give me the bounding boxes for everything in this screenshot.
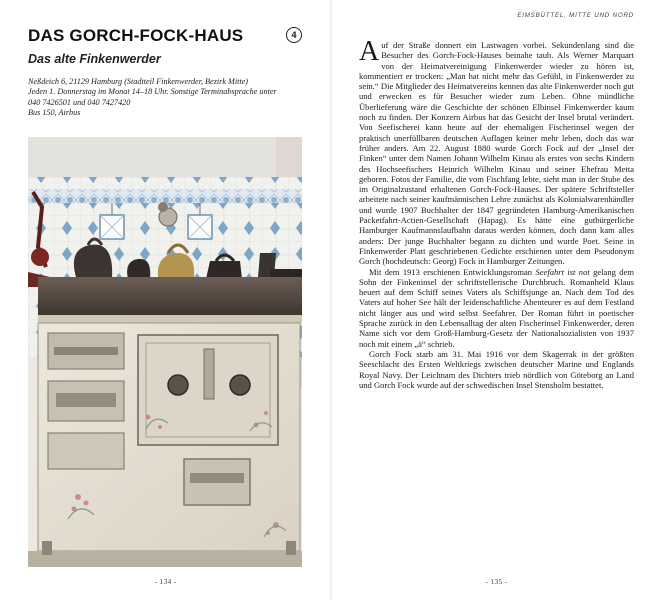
opening-hours-line: Jeden 1. Donnerstag im Monat 14–18 Uhr. Sonstige Terminabsprache unter (28, 87, 277, 97)
paragraph-1-text: uf der Straße donnert ein Lastwagen vorbei. Sekundenlang sind die Besucher des Gorch-Fock-Hauses beinahe taub. Als Werner Marquart von der Heimatvereinigung Finkenwerder wieder zu hören ist, kommentiert er trocken: „Man hat nicht mehr das Gefühl, in Finkenwerder zu sein.“ Die Mitglieder des Heimatvereins kennen das alte Finkenwerder noch gut und erwecken es für Besucher wieder zum Leben. Ohne mündliche Überlieferung wäre die Geschichte der schönen Elbinsel Finkenwerder kaum noch zu finden. Der Konzern Airbus hat das Gesicht der Insel brutal verändert. Von Seefischerei kann heute auf der ehemaligen Fischerinsel wegen der praktisch unerfüllbaren deutschen Auflagen keiner mehr leben, doch das war früher anders. Am 22. August 1880 wurde Gorch Fock auf der „Insel der Finken“ unter dem Namen Johann Wilhelm Kinau als erstes von sechs Kindern des Hochseefischers Heinrich Wilhelm Kinau und seiner Ehefrau Metta geboren. Fotos der Familie, die vom Fischfang lebte, sieht man in der Stube des im Originalzustand erhaltenen Gorch-Fock-Hauses. Der spätere Schriftsteller arbeitete nach seiner kaufmännischen Lehre zunächst als Kolonialwarenhändler und wurde 1907 Buchhalter der 1847 gegründeten Hamburg-Amerikanischen Packetfahrt-Actien-Gesellschaft (Hapag). Es hätte eine gutbürgerliche Hamburger Kaufmannslaufbahn daraus werden können, doch dann kam alles anders: Der junge Buchhalter begann zu dichten und wurde Poet. Seine in Finkenwerder Platt geschriebenen Gedichte erschienen unter dem Pseudonym Gorch (hochdeutsch: Georg) Fock in Hamburger Zeitungen. (359, 40, 634, 267)
paragraph-2 (359, 267, 634, 349)
location-number-badge: 4 (286, 27, 302, 43)
book-title-emphasis: Seefahrt ist not (535, 266, 590, 277)
paragraph-1 (359, 36, 634, 267)
phone-line: 040 7426501 und 040 7427420 (28, 97, 131, 107)
body-text (359, 36, 634, 390)
address-line: Neßdeich 6, 21129 Hamburg (Stadtteil Finkenwerder, Bezirk Mitte) (28, 77, 249, 86)
page-number-left: - 134 - (154, 577, 177, 586)
visitor-info (28, 77, 318, 119)
running-header: EIMSBÜTTEL, MITTE UND NORD (517, 12, 634, 19)
paragraph-2-start: Mit dem 1913 erschienen Entwicklungsroman (369, 266, 536, 277)
page-subtitle: Das alte Finkenwerder (28, 52, 161, 66)
paragraph-2-end: gelang dem Sohn der Finkeninsel der schriftstellerische Durchbruch. Romanheld Klaus heuert auf dem Schiff seines Vaters als Schiffsjunge an. Nach dem Tod des Vaters auf hoher See hält der leidenschaftliche Abenteurer es auf dem Festland nicht länger aus und wird selbst Seefahrer. Der Roman führt in poetischer Sprache zurück in den Lebensalltag der alten Fischerinsel Finkenwerder, deren Name sich vor dem Groß-Hamburg-Gesetz der Nationalsozialisten von 1937 noch mit einem „ä“ schrieb. (359, 266, 634, 349)
right-page (331, 0, 662, 600)
page-number-right: - 135 - (485, 577, 508, 586)
transport-line: Bus 150, Airbus (28, 108, 81, 118)
paragraph-3: Gorch Fock starb am 31. Mai 1916 vor dem Skagerrak in der größten Seeschlacht des Ersten Weltkriegs zwischen deutscher Marine und Englands Royal Navy. Der Leichnam des Dichters trieb nördlich von Göteborg an Land und Gorch Fock wurde auf der schwedischen Insel Stensholm bestattet. (359, 348, 634, 390)
page-title: DAS GORCH-FOCK-HAUS (28, 26, 244, 45)
drop-cap: A (359, 36, 380, 67)
stove-photo (28, 137, 302, 567)
